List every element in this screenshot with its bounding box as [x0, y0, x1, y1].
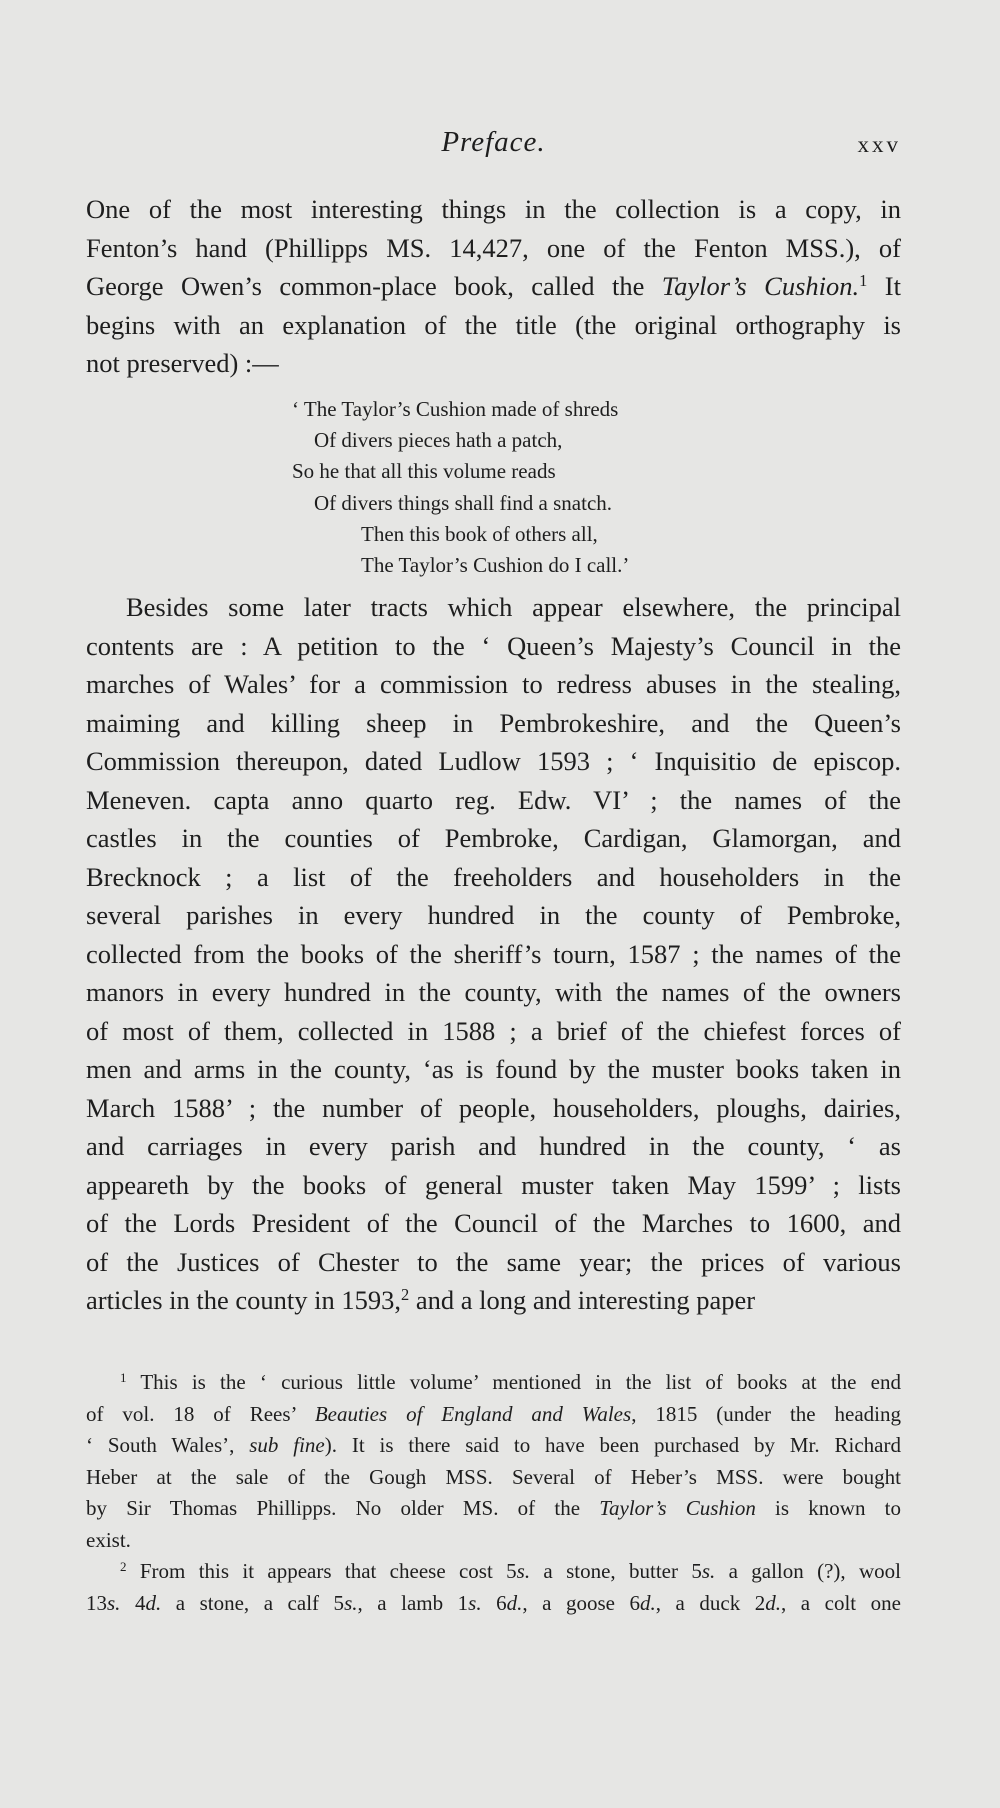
- text-line: begins with an explanation of the title (the original orthography is: [86, 309, 901, 340]
- footnote-line: exist.: [86, 1527, 131, 1552]
- verse-line: Of divers pieces hath a patch,: [314, 428, 563, 453]
- text-line: articles in the county in 1593,$^2$ and a long and interesting paper: [86, 1284, 756, 1315]
- text-line: not preserved) :—: [86, 348, 279, 378]
- text-line: One of the most interesting things in the collection is a copy, in: [86, 194, 901, 224]
- text-line: castles in the counties of Pembroke, Cardigan, Glamorgan, and: [86, 823, 901, 853]
- footnote-line: $^1$ This is the ‘ curious little volume’ mentioned in the list of books at the end: [120, 1369, 901, 1394]
- text-line: Meneven. capta anno quarto reg. Edw. VI’ ; the names of the: [86, 784, 901, 815]
- text-line: collected from the books of the sheriff’s tourn, 1587 ; the names of the: [86, 938, 901, 969]
- verse-line: The Taylor’s Cushion do I call.’: [361, 553, 630, 578]
- running-head: [86, 126, 901, 166]
- verse-line: ‘ The Taylor’s Cushion made of shreds: [292, 397, 619, 421]
- text-line: appeareth by the books of general muster taken May 1599’ ; lists: [86, 1169, 901, 1200]
- footnotes: [86, 1367, 901, 1619]
- italic-text: s.: [468, 1590, 482, 1615]
- text-line: Brecknock ; a list of the freeholders and householders in the: [86, 861, 901, 892]
- text-line: maiming and killing sheep in Pembrokeshire, and the Queen’s: [86, 707, 901, 738]
- text-line: and carriages in every parish and hundred in the county, ‘ as: [86, 1131, 901, 1161]
- text-line: Besides some later tracts which appear elsewhere, the principal: [126, 592, 901, 622]
- text-line: March 1588’ ; the number of people, householders, ploughs, dairies,: [86, 1092, 901, 1123]
- text-line: contents are : A petition to the ‘ Queen’s Majesty’s Council in the: [86, 630, 901, 661]
- italic-text: s.: [516, 1559, 531, 1583]
- italic-text: s.: [107, 1590, 121, 1615]
- text-line: of most of them, collected in 1588 ; a brief of the chiefest forces of: [86, 1015, 901, 1046]
- footnote: [86, 1556, 901, 1619]
- footnote-line: $^2$ From this it appears that cheese cost 5s. a stone, butter 5s. a gallon (?), wool: [120, 1558, 902, 1583]
- text-line: of the Lords President of the Council of the Marches to 1600, and: [86, 1208, 901, 1238]
- italic-text: Taylor’s Cushion.: [661, 271, 860, 301]
- text-line: Commission thereupon, dated Ludlow 1593 ; ‘ Inquisitio de episcop.: [86, 746, 901, 776]
- verse-line: So he that all this volume reads: [292, 459, 556, 484]
- verse-line: Of divers things shall find a snatch.: [314, 490, 613, 515]
- italic-text: d.: [506, 1590, 523, 1615]
- text-line: men and arms in the county, ‘as is found by the muster books taken in: [86, 1054, 901, 1084]
- text-line: manors in every hundred in the county, with the names of the owners: [86, 977, 901, 1007]
- page-number: xxv: [857, 132, 901, 157]
- footnote-line: by Sir Thomas Phillipps. No older MS. of the Taylor’s Cushion is known to: [86, 1496, 901, 1520]
- italic-text: d.: [765, 1590, 782, 1615]
- verse-block: [292, 394, 629, 581]
- italic-text: Beauties of England and Wales: [314, 1401, 632, 1426]
- footnote-line: Heber at the sale of the Gough MSS. Several of Heber’s MSS. were bought: [86, 1464, 901, 1489]
- text-line: several parishes in every hundred in the county of Pembroke,: [86, 900, 901, 930]
- footnote-marker: 2: [401, 1284, 410, 1304]
- footnote-line: of vol. 18 of Rees’ Beauties of England and Wales, 1815 (under the heading: [86, 1401, 901, 1426]
- italic-text: d.: [145, 1590, 162, 1615]
- text-line: Fenton’s hand (Phillipps MS. 14,427, one of the Fenton MSS.), of: [86, 232, 901, 263]
- footnote: [86, 1367, 901, 1556]
- text-line: George Owen’s common-place book, called the Taylor’s Cushion.$^1$ It: [86, 270, 901, 301]
- footnote-marker: 1: [120, 1369, 127, 1385]
- italic-text: sub fine: [249, 1433, 325, 1457]
- italic-text: Taylor’s Cushion: [599, 1496, 756, 1520]
- italic-text: s.: [701, 1559, 716, 1583]
- italic-text: s.: [344, 1590, 358, 1615]
- footnote-marker: 2: [120, 1558, 127, 1574]
- verse-line: Then this book of others all,: [361, 521, 598, 546]
- footnote-line: 13s. 4d. a stone, a calf 5s., a lamb 1s. 6d., a goose 6d., a duck 2d., a colt one: [86, 1590, 901, 1615]
- italic-text: d.: [640, 1590, 656, 1615]
- text-line: of the Justices of Chester to the same year; the prices of various: [86, 1246, 901, 1277]
- running-title: Preface.: [441, 126, 546, 158]
- footnote-line: ‘ South Wales’, sub fine). It is there said to have been purchased by Mr. Richard: [86, 1433, 901, 1457]
- text-line: marches of Wales’ for a commission to redress abuses in the stealing,: [86, 669, 901, 699]
- footnote-marker: 1: [859, 270, 868, 290]
- paragraph-contents: [86, 588, 901, 1320]
- paragraph-intro: [86, 190, 901, 383]
